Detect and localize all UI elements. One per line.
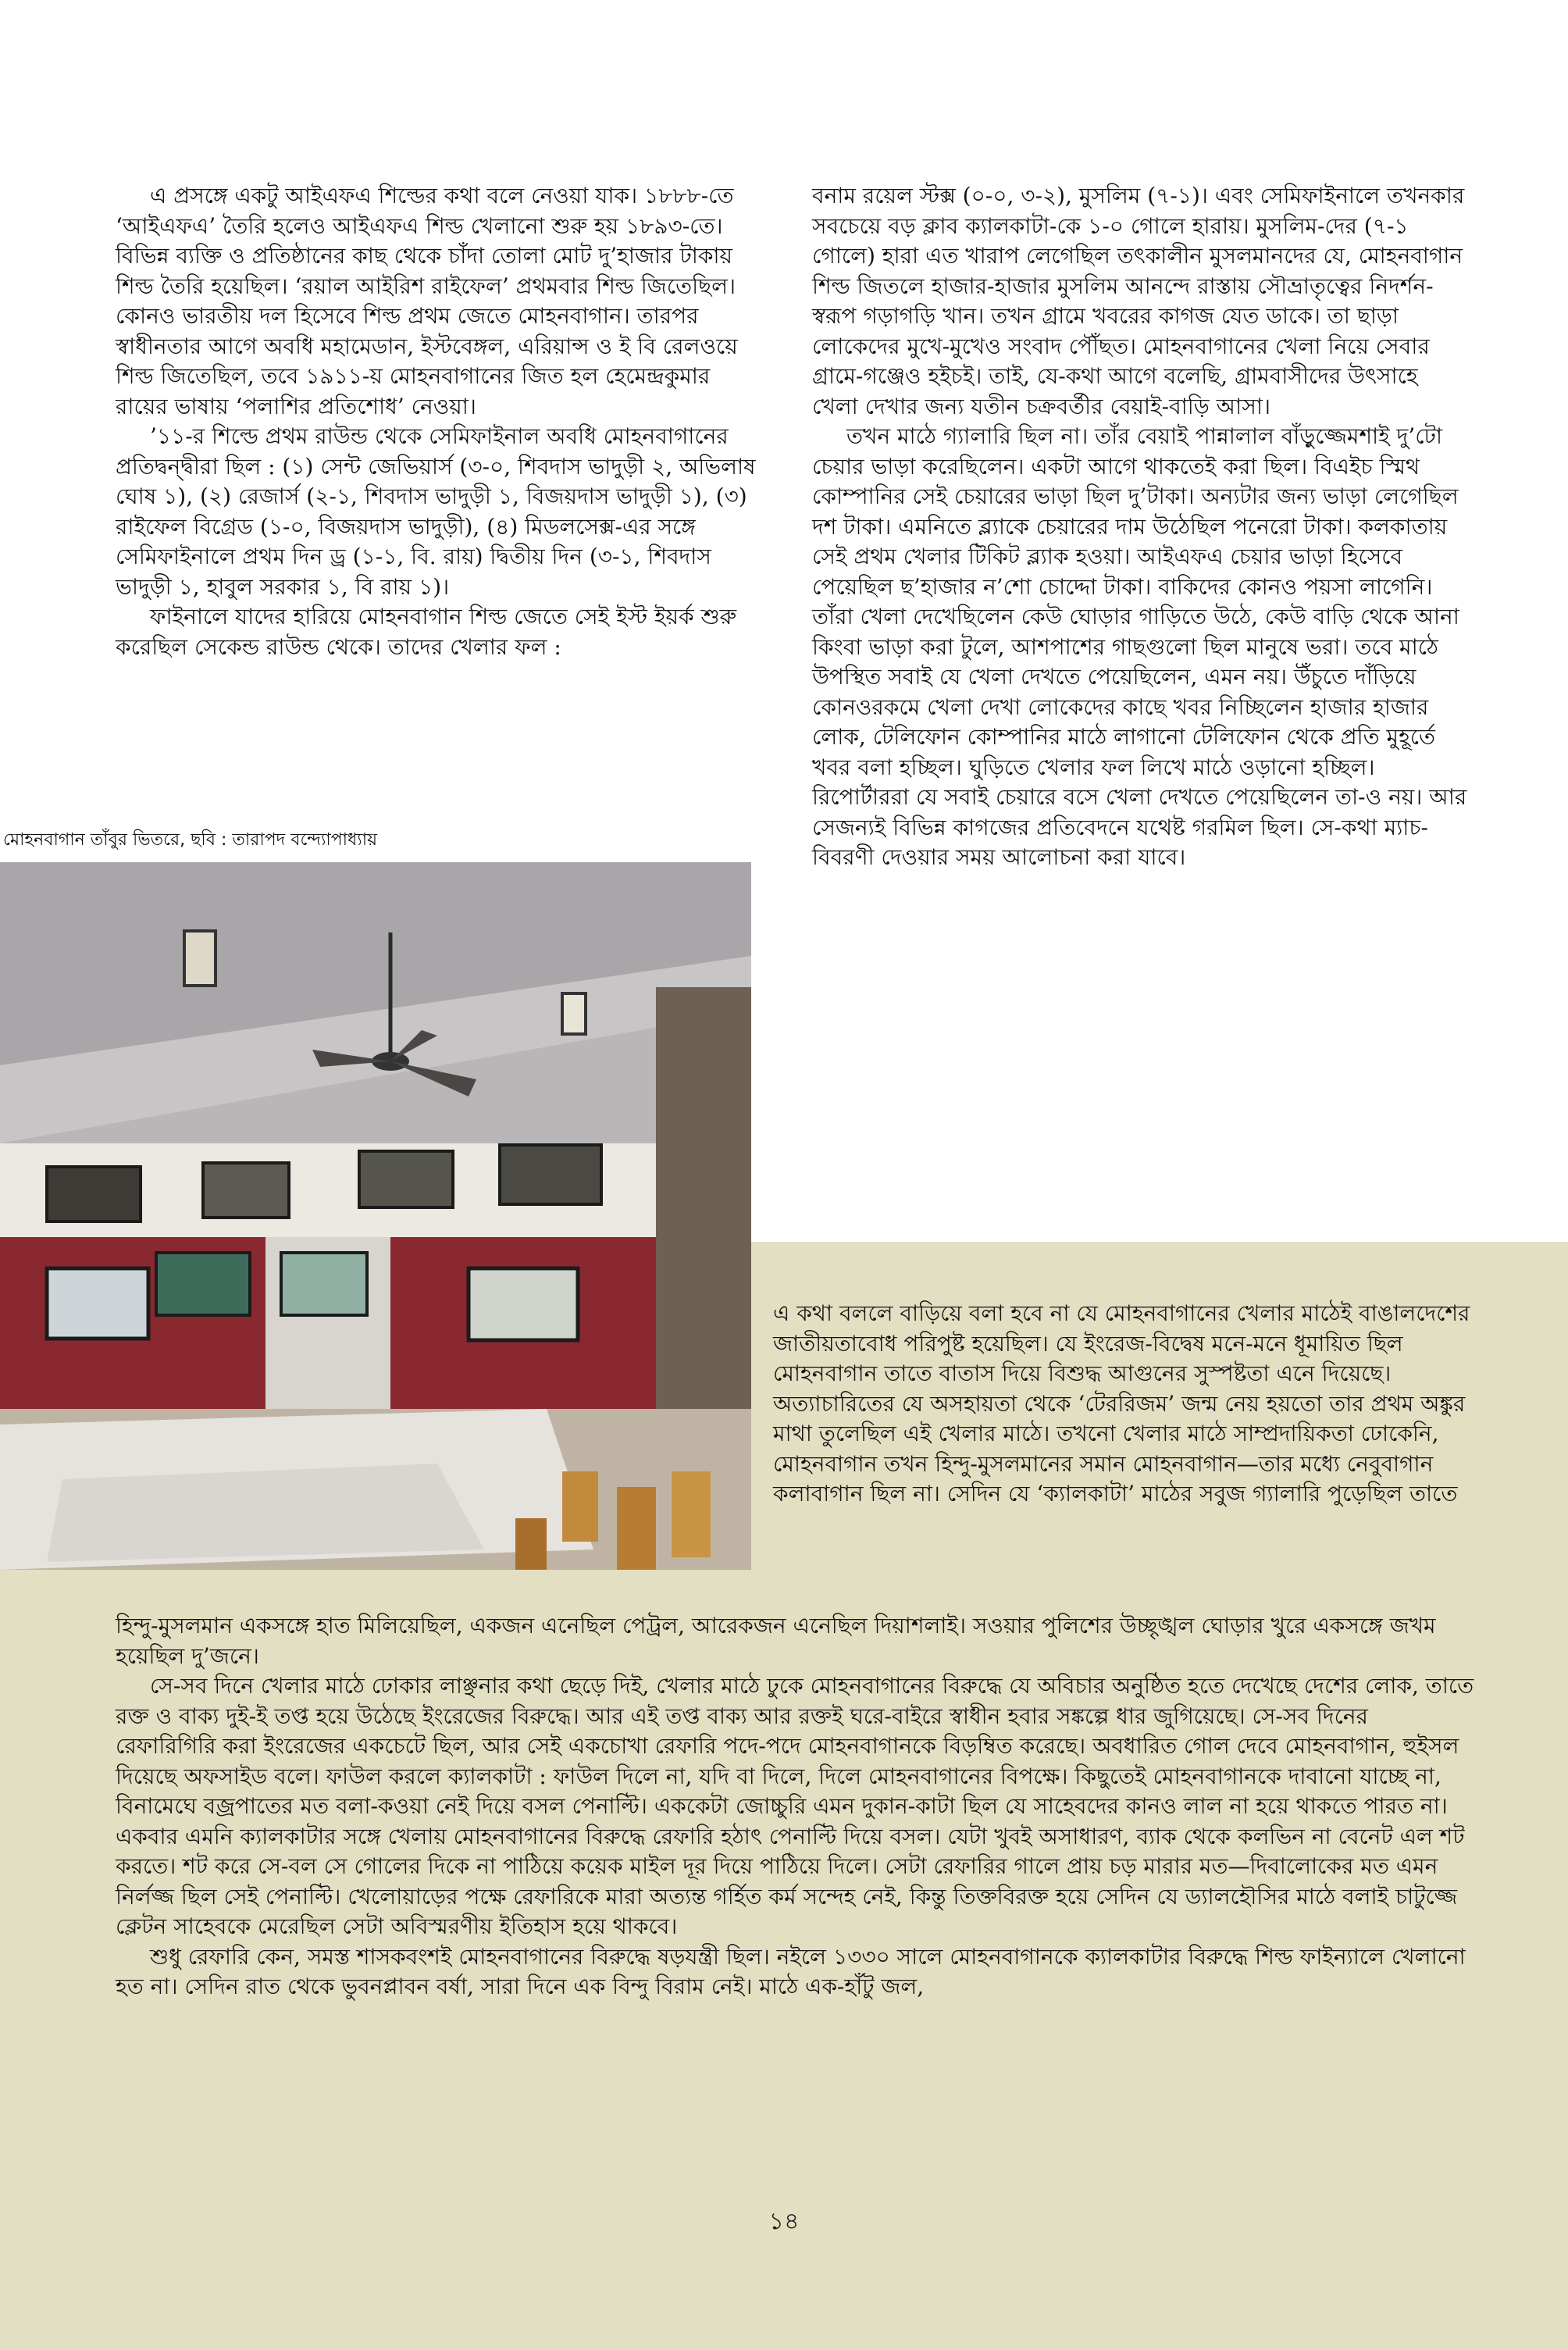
photo-caption: মোহনবাগান তাঁবুর ভিতরে, ছবি : তারাপদ বন্দ্যোপাধ্যায়	[3, 830, 378, 850]
paragraph: সে-সব দিনে খেলার মাঠে ঢোকার লাঞ্ছনার কথা ছেড়ে দিই, খেলার মাঠে ঢুকে মোহনবাগানের বিরুদ্ধে যে অবিচার অনুষ্ঠিত হতে দেখেছে দেশের লোক, তাতে রক্ত ও বাক্য দুই-ই তপ্ত হয়ে উঠেছে ইংরেজের বিরুদ্ধে। আর এই তপ্ত বাক্য আর রক্তই ঘরে-বাইরে স্বাধীন হবার সঙ্কল্পে ধার জুগিয়েছে। সে-সব দিনের রেফারিগিরি করা ইংরেজের একচেটে ছিল, আর সেই একচোখা রেফারি পদে-পদে মোহনবাগানকে বিড়ম্বিত করেছে। অবধারিত গোল দেবে মোহনবাগান, হুইসল দিয়েছে অফসাইড বলে। ফাউল করলে ক্যালকাটা : ফাউল দিলে না, যদি বা দিলে, দিলে মোহনবাগানের বিপক্ষে। কিছুতেই মোহনবাগানকে দাবানো যাচ্ছে না, বিনামেঘে বজ্রপাতের মত বলা-কওয়া নেই দিয়ে বসল পেনাল্টি। এককেটা জোচ্চুরি এমন দুকান-কাটা ছিল যে সাহেবদের কানও লাল না হয়ে থাকতে পারত না। একবার এমনি ক্যালকাটার সঙ্গে খেলায় মোহনবাগানের বিরুদ্ধে রেফারি হঠাৎ পেনাল্টি দিয়ে বসল। যেটা খুবই অসাধারণ, ব্যাক থেকে কলভিন না বেনেট এল শট করতে। শট করে সে-বল সে গোলের দিকে না পাঠিয়ে কয়েক মাইল দূর দিয়ে পাঠিয়ে দিলে। সেটা রেফারির গালে প্রায় চড় মারার মত—দিবালোকের মত এমন নির্লজ্জ ছিল সেই পেনাল্টি। খেলোয়াড়ের পক্ষে রেফারিকে মারা অত্যন্ত গর্হিত কর্ম সন্দেহ নেই, কিন্তু তিক্তবিরক্ত হয়ে সেদিন যে ড্যালহৌসির মাঠে বলাই চাটুজ্জে ক্লেটন সাহেবকে মেরেছিল সেটা অবিস্মরণীয় ইতিহাস হয়ে থাকবে।	[116, 1673, 1474, 1939]
tent-interior-photo	[0, 862, 751, 1570]
paragraph: শুধু রেফারি কেন, সমস্ত শাসকবংশই মোহনবাগানের বিরুদ্ধে ষড়যন্ত্রী ছিল। নইলে ১৩৩০ সালে মোহনবাগানকে ক্যালকাটার বিরুদ্ধে শিল্ড ফাইন্যালে খেলানো হত না। সেদিন রাত থেকে ভুবনপ্লাবন বর্ষা, সারা দিনে এক বিন্দু বিরাম নেই। মাঠে এক-হাঁটু জল,	[116, 1943, 1466, 1999]
quote-body	[116, 1611, 1474, 2002]
left-column	[116, 181, 764, 662]
paragraph: ’১১-র শিল্ডে প্রথম রাউন্ড থেকে সেমিফাইনাল অবধি মোহনবাগানের প্রতিদ্বন্দ্বীরা ছিল : (১) সেন্ট জেভিয়ার্স (৩-০, শিবদাস ভাদুড়ী ২, অভিলাষ ঘোষ ১), (২) রেজার্স (২-১, শিবদাস ভাদুড়ী ১, বিজয়দাস ভাদুড়ী ১), (৩) রাইফেল বিগ্রেড (১-০, বিজয়দাস ভাদুড়ী), (৪) মিডলসেক্স-এর সঙ্গে সেমিফাইনালে প্রথম দিন ড্র (১-১, বি. রায়) দ্বিতীয় দিন (৩-১, শিবদাস ভাদুড়ী ১, হাবুল সরকার ১, বি রায় ১)।	[116, 423, 756, 600]
page-number: ১৪	[768, 2208, 800, 2235]
quote-paragraph-right	[773, 1299, 1476, 1510]
paragraph: এ প্রসঙ্গে একটু আইএফএ শিল্ডের কথা বলে নেওয়া যাক। ১৮৮৮-তে ‘আইএফএ’ তৈরি হলেও আইএফএ শিল্ড খেলানো শুরু হয় ১৮৯৩-তে। বিভিন্ন ব্যক্তি ও প্রতিষ্ঠানের কাছ থেকে চাঁদা তোলা মোট দু’হাজার টাকায় শিল্ড তৈরি হয়েছিল। ‘রয়াল আইরিশ রাইফেল’ প্রথমবার শিল্ড জিতেছিল। কোনও ভারতীয় দল হিসেবে শিল্ড প্রথম জেতে মোহনবাগান। তারপর স্বাধীনতার আগে অবধি মহামেডান, ইস্টবেঙ্গল, এরিয়ান্স ও ই বি রেলওয়ে শিল্ড জিতেছিল, তবে ১৯১১-য় মোহনবাগানের জিত হল হেমেন্দ্রকুমার রায়ের ভাষায় ‘পলাশির প্রতিশোধ’ নেওয়া।	[116, 183, 738, 419]
paragraph: এ কথা বললে বাড়িয়ে বলা হবে না যে মোহনবাগানের খেলার মাঠেই বাঙালদেশের জাতীয়তাবোধ পরিপুষ্ট হয়েছিল। যে ইংরেজ-বিদ্বেষ মনে-মনে ধূমায়িত ছিল মোহনবাগান তাতে বাতাস দিয়ে বিশুদ্ধ আগুনের সুস্পষ্টতা এনে দিয়েছে। অত্যাচারিতের যে অসহায়তা থেকে ‘টেররিজম’ জন্ম নেয় হয়তো তার প্রথম অঙ্কুর মাথা তুলেছিল এই খেলার মাঠে। তখনো খেলার মাঠে সাম্প্রদায়িকতা ঢোকেনি, মোহনবাগান তখন হিন্দু-মুসলমানের সমান মোহনবাগান—তার মধ্যে নেবুবাগান কলাবাগান ছিল না। সেদিন যে ‘ক্যালকাটা’ মাঠের সবুজ গ্যালারি পুড়েছিল তাতে	[773, 1300, 1470, 1507]
paragraph: তখন মাঠে গ্যালারি ছিল না। তাঁর বেয়াই পান্নালাল বাঁড়ুজ্জেমশাই দু’টো চেয়ার ভাড়া করেছিলেন। একটা আগে থাকতেই করা ছিল। বিএইচ স্মিথ কোম্পানির সেই চেয়ারের ভাড়া ছিল দু’টাকা। অন্যটার জন্য ভাড়া লেগেছিল দশ টাকা। এমনিতে ব্ল্যাকে চেয়ারের দাম উঠেছিল পনেরো টাকা। কলকাতায় সেই প্রথম খেলার টিকিট ব্ল্যাক হওয়া। আইএফএ চেয়ার ভাড়া হিসেবে পেয়েছিল ছ’হাজার ন’শো চোদ্দো টাকা। বাকিদের কোনও পয়সা লাগেনি। তাঁরা খেলা দেখেছিলেন কেউ ঘোড়ার গাড়িতে উঠে, কেউ বাড়ি থেকে আনা কিংবা ভাড়া করা টুলে, আশপাশের গাছগুলো ছিল মানুষে ভরা। তবে মাঠে উপস্থিত সবাই যে খেলা দেখতে পেয়েছিলেন, এমন নয়। উঁচুতে দাঁড়িয়ে কোনওরকমে খেলা দেখা লোকেদের কাছে খবর নিচ্ছিলেন হাজার হাজার লোক, টেলিফোন কোম্পানির মাঠে লাগানো টেলিফোন থেকে প্রতি মুহূর্তে খবর বলা হচ্ছিল। ঘুড়িতে খেলার ফল লিখে মাঠে ওড়ানো হচ্ছিল। রিপোর্টাররা যে সবাই চেয়ারে বসে খেলা দেখতে পেয়েছিলেন তা-ও নয়। আর সেজন্যই বিভিন্ন কাগজের প্রতিবেদনে যথেষ্ট গরমিল ছিল। সে-কথা ম্যাচ-বিবরণী দেওয়ার সময় আলোচনা করা যাবে।	[812, 423, 1467, 870]
paragraph: ফাইনালে যাদের হারিয়ে মোহনবাগান শিল্ড জেতে সেই ইস্ট ইয়র্ক শুরু করেছিল সেকেন্ড রাউন্ড থেকে। তাদের খেলার ফল :	[116, 604, 737, 660]
paragraph: হিন্দু-মুসলমান একসঙ্গে হাত মিলিয়েছিল, একজন এনেছিল পেট্রল, আরেকজন এনেছিল দিয়াশলাই। সওয়ার পুলিশের উচ্ছৃঙ্খল ঘোড়ার খুরে একসঙ্গে জখম হয়েছিল দু’জনে।	[116, 1613, 1436, 1669]
paragraph: বনাম রয়েল স্টক্স (০-০, ৩-২), মুসলিম (৭-১)। এবং সেমিফাইনালে তখনকার সবচেয়ে বড় ক্লাব ক্যালকাটা-কে ১-০ গোলে হারায়। মুসলিম-দের (৭-১ গোলে) হারা এত খারাপ লেগেছিল তৎকালীন মুসলমানদের যে, মোহনবাগান শিল্ড জিতলে হাজার-হাজার মুসলিম আনন্দে রাস্তায় সৌভ্রাতৃত্বের নিদর্শন-স্বরূপ গড়াগড়ি খান। তখন গ্রামে খবরের কাগজ যেত ডাকে। তা ছাড়া লোকেদের মুখে-মুখেও সংবাদ পৌঁছত। মোহনবাগানের খেলা নিয়ে সেবার গ্রামে-গঞ্জেও হইচই। তাই, যে-কথা আগে বলেছি, গ্রামবাসীদের উৎসাহে খেলা দেখার জন্য যতীন চক্রবর্তীর বেয়াই-বাড়ি আসা।	[812, 183, 1465, 419]
right-column	[812, 181, 1468, 873]
